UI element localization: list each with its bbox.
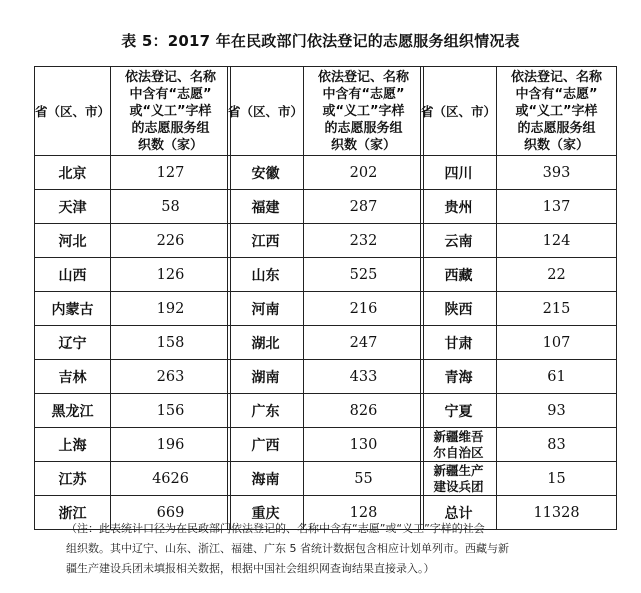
- province-line: 尔自治区: [433, 444, 484, 460]
- count-cell: 15: [497, 462, 617, 496]
- province-cell: 山西: [35, 258, 111, 292]
- table-row: [228, 428, 424, 462]
- count-header-line: 中含有“志愿”: [515, 86, 598, 102]
- count-header: [304, 67, 424, 156]
- province-header: 省（区、市）: [421, 67, 497, 156]
- table-row: [35, 462, 231, 496]
- province-cell: 贵州: [421, 190, 497, 224]
- province-cell: 安徽: [228, 156, 304, 190]
- count-header: [497, 67, 617, 156]
- table-row: [228, 360, 424, 394]
- province-cell: [421, 428, 497, 462]
- count-cell: 83: [497, 428, 617, 462]
- footnote-line: 组织数。其中辽宁、山东、浙江、福建、广东 5 省统计数据包含相应计划单列市。西藏与新: [66, 542, 509, 555]
- count-header-line: 依法登记、名称: [125, 69, 217, 85]
- count-cell: 247: [304, 326, 424, 360]
- table-row: [35, 292, 231, 326]
- province-header: 省（区、市）: [228, 67, 304, 156]
- table-row: [421, 394, 617, 428]
- table-row: [421, 156, 617, 190]
- province-cell: 江西: [228, 224, 304, 258]
- province-cell: 四川: [421, 156, 497, 190]
- count-header: [111, 67, 231, 156]
- province-line: 新疆生产: [433, 462, 484, 478]
- count-header-line: 的志愿服务组: [517, 120, 596, 136]
- count-cell: 58: [111, 190, 231, 224]
- table-row: [421, 224, 617, 258]
- table-row: [35, 190, 231, 224]
- province-cell: [421, 462, 497, 496]
- count-header-line: 织数（家）: [331, 137, 397, 153]
- table-row: [35, 394, 231, 428]
- count-cell: 93: [497, 394, 617, 428]
- count-cell: 215: [497, 292, 617, 326]
- count-header-line: 中含有“志愿”: [129, 86, 212, 102]
- table-row: [228, 292, 424, 326]
- count-cell: 393: [497, 156, 617, 190]
- count-cell: 192: [111, 292, 231, 326]
- province-cell: 宁夏: [421, 394, 497, 428]
- table-row: [35, 156, 231, 190]
- count-header-line: 或“义工”字样: [515, 103, 598, 119]
- province-cell: 河北: [35, 224, 111, 258]
- count-cell: 226: [111, 224, 231, 258]
- count-cell: 137: [497, 190, 617, 224]
- table-row: [421, 462, 617, 496]
- province-cell: 江苏: [35, 462, 111, 496]
- table-row: [421, 258, 617, 292]
- province-cell: 广西: [228, 428, 304, 462]
- table-row: [35, 360, 231, 394]
- count-cell: 287: [304, 190, 424, 224]
- table-row: [421, 292, 617, 326]
- count-header-line: 织数（家）: [524, 137, 590, 153]
- table-row: [421, 190, 617, 224]
- count-header-line: 的志愿服务组: [324, 120, 403, 136]
- count-cell: 4626: [111, 462, 231, 496]
- table-row: [421, 360, 617, 394]
- count-cell: 158: [111, 326, 231, 360]
- province-header: 省（区、市）: [35, 67, 111, 156]
- province-cell: 海南: [228, 462, 304, 496]
- province-cell: 青海: [421, 360, 497, 394]
- table-row: [228, 462, 424, 496]
- table-row: [228, 326, 424, 360]
- table-group-2: [227, 66, 424, 530]
- province-line: 新疆维吾: [433, 428, 484, 444]
- count-cell: 128: [304, 496, 424, 530]
- footnote-line: 疆生产建设兵团未填报相关数据，根据中国社会组织网查询结果直接录入。）: [66, 562, 435, 575]
- header-row: [35, 67, 231, 156]
- count-cell: 55: [304, 462, 424, 496]
- count-cell: 11328: [497, 496, 617, 530]
- province-line: 建设兵团: [433, 478, 484, 494]
- province-cell: 云南: [421, 224, 497, 258]
- province-cell: 甘肃: [421, 326, 497, 360]
- footnote-line: （注：此表统计口径为在民政部门依法登记的、名称中含有“志愿”或“义工”字样的社会: [66, 522, 485, 535]
- count-cell: 156: [111, 394, 231, 428]
- province-cell: 北京: [35, 156, 111, 190]
- count-cell: 127: [111, 156, 231, 190]
- table-row: [228, 156, 424, 190]
- province-cell: 福建: [228, 190, 304, 224]
- table-row: [35, 428, 231, 462]
- province-cell: 湖北: [228, 326, 304, 360]
- table-row: [35, 258, 231, 292]
- table-footnote: [66, 519, 606, 579]
- province-cell: 广东: [228, 394, 304, 428]
- table-row: [228, 190, 424, 224]
- province-cell: 陕西: [421, 292, 497, 326]
- count-header-line: 或“义工”字样: [322, 103, 405, 119]
- count-cell: 130: [304, 428, 424, 462]
- province-cell: 内蒙古: [35, 292, 111, 326]
- count-header-line: 依法登记、名称: [318, 69, 410, 85]
- table-row: [35, 326, 231, 360]
- province-cell: 山东: [228, 258, 304, 292]
- count-cell: 826: [304, 394, 424, 428]
- province-cell: 重庆: [228, 496, 304, 530]
- province-cell: 辽宁: [35, 326, 111, 360]
- count-header-line: 中含有“志愿”: [322, 86, 405, 102]
- table-row: [228, 224, 424, 258]
- table-row: [35, 224, 231, 258]
- count-cell: 669: [111, 496, 231, 530]
- count-cell: 124: [497, 224, 617, 258]
- header-row: [421, 67, 617, 156]
- table-group-1: [34, 66, 231, 530]
- province-cell: 浙江: [35, 496, 111, 530]
- count-cell: 525: [304, 258, 424, 292]
- table-title: 表 5：2017 年在民政部门依法登记的志愿服务组织情况表: [121, 32, 520, 50]
- count-cell: 196: [111, 428, 231, 462]
- count-cell: 433: [304, 360, 424, 394]
- count-cell: 107: [497, 326, 617, 360]
- count-header-line: 织数（家）: [138, 137, 204, 153]
- count-cell: 202: [304, 156, 424, 190]
- count-cell: 263: [111, 360, 231, 394]
- count-header-line: 依法登记、名称: [511, 69, 603, 85]
- header-row: [228, 67, 424, 156]
- count-cell: 22: [497, 258, 617, 292]
- province-cell: 西藏: [421, 258, 497, 292]
- province-cell: 上海: [35, 428, 111, 462]
- count-cell: 216: [304, 292, 424, 326]
- count-header-line: 或“义工”字样: [129, 103, 212, 119]
- province-cell: 湖南: [228, 360, 304, 394]
- table-row: [421, 428, 617, 462]
- province-cell: 黑龙江: [35, 394, 111, 428]
- province-cell: 天津: [35, 190, 111, 224]
- count-cell: 232: [304, 224, 424, 258]
- table-row: [228, 258, 424, 292]
- table-row: [228, 394, 424, 428]
- province-cell: 吉林: [35, 360, 111, 394]
- table-group-3: [420, 66, 617, 530]
- count-cell: 61: [497, 360, 617, 394]
- count-cell: 126: [111, 258, 231, 292]
- province-cell: 总计: [421, 496, 497, 530]
- count-header-line: 的志愿服务组: [131, 120, 210, 136]
- province-cell: 河南: [228, 292, 304, 326]
- table-row: [421, 326, 617, 360]
